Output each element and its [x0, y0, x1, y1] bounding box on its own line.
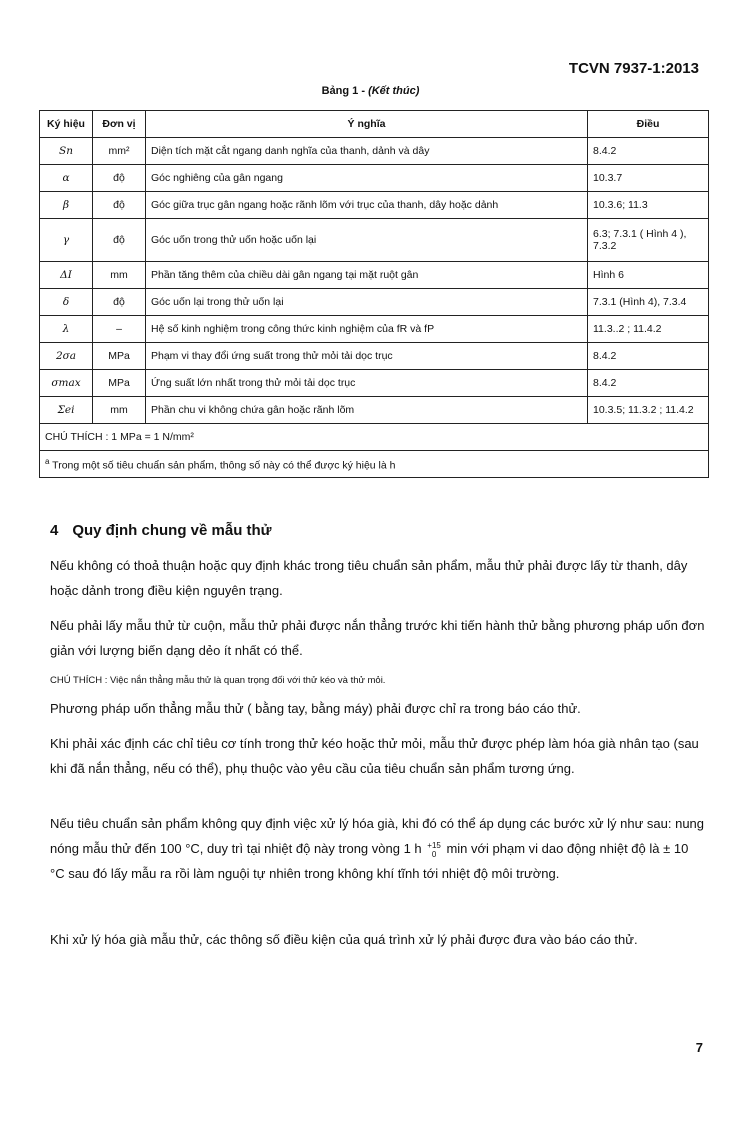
header-symbol: Ký hiệu — [40, 111, 93, 138]
symbol-cell: α — [40, 165, 93, 192]
caption-main: Bảng 1 - — [321, 85, 369, 97]
symbol-cell: δ — [40, 289, 93, 316]
meaning-cell: Phạm vi thay đổi ứng suất trong thử mỏi tải dọc trục — [146, 343, 588, 370]
clause-cell: 10.3.5; 11.3.2 ; 11.4.2 — [588, 397, 709, 424]
table-note-units: CHÚ THÍCH : 1 MPa = 1 N/mm² — [40, 424, 709, 451]
symbol-cell: Sn — [40, 138, 93, 165]
section-title: Quy định chung về mẫu thử — [72, 522, 272, 539]
clause-cell: 10.3.6; 11.3 — [588, 192, 709, 219]
symbol-cell: σmax — [40, 370, 93, 397]
tolerance-upper: +15 — [427, 840, 441, 850]
header-clause: Điều — [588, 111, 709, 138]
unit-cell: mm — [93, 262, 146, 289]
table-row — [40, 316, 709, 343]
table-row — [40, 219, 709, 262]
paragraph-2: Nếu phải lấy mẫu thử từ cuộn, mẫu thử phải được nắn thẳng trước khi tiến hành thử bằng phương pháp uốn đơn giản với lượng biến dạng dẻo ít nhất có thể. — [50, 618, 705, 658]
unit-cell: độ — [93, 219, 146, 262]
time-tolerance — [427, 841, 441, 859]
table-row — [40, 370, 709, 397]
table-row — [40, 289, 709, 316]
symbol-cell: 2σa — [40, 343, 93, 370]
meaning-cell: Góc uốn trong thử uốn hoặc uốn lại — [146, 219, 588, 262]
paragraph-1: Nếu không có thoả thuận hoặc quy định khác trong tiêu chuẩn sản phẩm, mẫu thử phải được lấy từ thanh, dây hoặc dảnh trong điều kiện nguyên trạng. — [50, 558, 688, 598]
meaning-cell: Góc giữa trục gân ngang hoặc rãnh lõm với trục của thanh, dây hoặc dảnh — [146, 192, 588, 219]
note-straightening: CHÚ THÍCH : Việc nắn thẳng mẫu thử là quan trọng đối với thử kéo và thử mỏi. — [50, 675, 386, 686]
clause-cell: Hình 6 — [588, 262, 709, 289]
table-row — [40, 192, 709, 219]
footnote-text: Trong một số tiêu chuẩn sản phẩm, thông số này có thể được ký hiệu là h — [49, 459, 396, 472]
paragraph-6: Khi xử lý hóa già mẫu thử, các thông số điều kiện của quá trình xử lý phải được đưa vào báo cáo thử. — [50, 932, 638, 947]
header-meaning: Ý nghĩa — [146, 111, 588, 138]
symbol-cell: β — [40, 192, 93, 219]
symbol-cell: γ — [40, 219, 93, 262]
unit-cell: độ — [93, 192, 146, 219]
table-footnote — [40, 451, 709, 478]
table-row — [40, 343, 709, 370]
symbol-cell: Σei — [40, 397, 93, 424]
unit-cell: MPa — [93, 343, 146, 370]
unit-cell: độ — [93, 289, 146, 316]
footnote-mark: a — [45, 456, 50, 466]
section-heading — [50, 522, 286, 539]
clause-cell: 8.4.2 — [588, 370, 709, 397]
paragraph-5-b: min với phạm vi dao động nhiệt độ là ± 10 °C sau đó lấy mẫu ra rồi làm nguội tự nhiên trong không khí tĩnh tới nhiệt độ môi trường. — [50, 841, 689, 881]
meaning-cell: Góc nghiêng của gân ngang — [146, 165, 588, 192]
clause-cell: 8.4.2 — [588, 343, 709, 370]
meaning-cell: Góc uốn lại trong thử uốn lại — [146, 289, 588, 316]
header-unit: Đơn vị — [93, 111, 146, 138]
table-header-row — [40, 111, 709, 138]
standard-code: TCVN 7937-1:2013 — [568, 60, 699, 77]
symbol-cell: λ — [40, 316, 93, 343]
unit-cell: độ — [93, 165, 146, 192]
unit-cell: mm — [93, 397, 146, 424]
clause-cell: 11.3..2 ; 11.4.2 — [588, 316, 709, 343]
unit-cell: MPa — [93, 370, 146, 397]
clause-cell: 8.4.2 — [588, 138, 709, 165]
table-caption — [0, 85, 741, 97]
table-row — [40, 397, 709, 424]
caption-italic: (Kết thúc) — [368, 85, 420, 97]
meaning-cell: Phần chu vi không chứa gân hoặc rãnh lõm — [146, 397, 588, 424]
meaning-cell: Diện tích mặt cắt ngang danh nghĩa của thanh, dảnh và dây — [146, 138, 588, 165]
tolerance-lower: 0 — [431, 849, 437, 859]
page-number: 7 — [695, 1040, 703, 1055]
table-row — [40, 262, 709, 289]
section-number: 4 — [50, 522, 59, 539]
table-row — [40, 138, 709, 165]
clause-cell: 10.3.7 — [588, 165, 709, 192]
paragraph-5-a: Nếu tiêu chuẩn sản phẩm không quy định việc xử lý hóa già, khi đó có thể áp dụng các bước xử lý như sau: nung nóng mẫu thử đến 100 °C, duy trì tại nhiệt độ này trong vòng 1 h — [50, 816, 705, 856]
clause-cell: 7.3.1 (Hình 4), 7.3.4 — [588, 289, 709, 316]
paragraph-5 — [50, 811, 705, 886]
meaning-cell: Ứng suất lớn nhất trong thử mỏi tải dọc trục — [146, 370, 588, 397]
clause-cell: 6.3; 7.3.1 ( Hình 4 ), 7.3.2 — [588, 219, 709, 262]
table-row — [40, 165, 709, 192]
paragraph-4: Khi phải xác định các chỉ tiêu cơ tính trong thử kéo hoặc thử mỏi, mẫu thử được phép làm hóa già nhân tạo (sau khi đã nắn thẳng, nếu có thể), phụ thuộc vào yêu cầu của tiêu chuẩn sản phẩm tương ứng. — [50, 736, 699, 776]
unit-cell: – — [93, 316, 146, 343]
meaning-cell: Hệ số kinh nghiệm trong công thức kinh nghiệm của fR và fP — [146, 316, 588, 343]
symbols-table — [39, 110, 709, 478]
meaning-cell: Phần tăng thêm của chiều dài gân ngang tại mặt ruột gân — [146, 262, 588, 289]
symbol-cell: ΔI — [40, 262, 93, 289]
unit-cell: mm² — [93, 138, 146, 165]
paragraph-3: Phương pháp uốn thẳng mẫu thử ( bằng tay, bằng máy) phải được chỉ ra trong báo cáo thử. — [50, 701, 581, 716]
